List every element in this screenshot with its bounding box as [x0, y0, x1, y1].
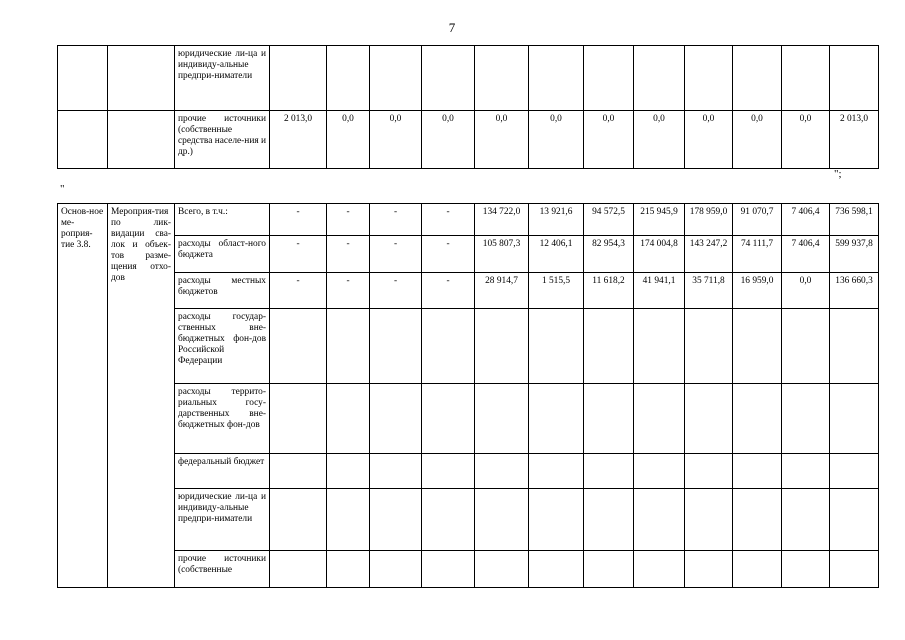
value-cell: - — [327, 204, 370, 236]
funding-source-cell: юридические ли-ца и индивиду-альные предпри-ниматели — [175, 489, 270, 551]
value-cell: - — [270, 236, 327, 273]
table-row — [58, 236, 879, 273]
value-cell: - — [327, 273, 370, 309]
value-cell: 105 807,3 — [475, 236, 529, 273]
value-cell — [529, 489, 584, 551]
value-cell — [270, 454, 327, 489]
value-cell — [370, 46, 422, 111]
program-cell — [58, 46, 108, 111]
activity-cell: Мероприя-тия по лик-видации сва-лок и объек-тов разме-щения отхо-дов — [108, 204, 175, 588]
table-row — [58, 384, 879, 454]
value-cell — [782, 309, 830, 384]
value-cell — [270, 551, 327, 588]
value-cell: - — [370, 204, 422, 236]
value-cell: - — [327, 236, 370, 273]
opening-quote: " — [60, 183, 65, 195]
value-cell — [475, 309, 529, 384]
funding-source-cell: федеральный бюджет — [175, 454, 270, 489]
value-cell: 143 247,2 — [685, 236, 733, 273]
value-cell: 0,0 — [634, 111, 685, 169]
value-cell: - — [422, 236, 475, 273]
value-cell — [270, 309, 327, 384]
value-cell: 13 921,6 — [529, 204, 584, 236]
value-cell: 178 959,0 — [685, 204, 733, 236]
table-row — [58, 551, 879, 588]
value-cell — [529, 551, 584, 588]
funding-source-cell: расходы государ-ственных вне-бюджетных фон-дов Российской Федерации — [175, 309, 270, 384]
value-cell — [685, 384, 733, 454]
value-cell — [685, 489, 733, 551]
value-cell — [475, 46, 529, 111]
funding-source-cell: расходы террито-риальных госу-дарственных вне-бюджетных фон-дов — [175, 384, 270, 454]
value-cell — [270, 46, 327, 111]
value-cell — [685, 551, 733, 588]
value-cell — [634, 309, 685, 384]
funding-source-cell: юридические ли-ца и индивиду-альные предпри-ниматели — [175, 46, 270, 111]
funding-source-cell: расходы област-ного бюджета — [175, 236, 270, 273]
closing-quote: "; — [834, 168, 842, 180]
value-cell: 0,0 — [327, 111, 370, 169]
value-cell — [830, 46, 879, 111]
value-cell — [327, 551, 370, 588]
value-cell — [584, 309, 634, 384]
measure-funding-table — [57, 203, 879, 588]
value-cell — [327, 384, 370, 454]
value-cell — [830, 309, 879, 384]
value-cell — [370, 489, 422, 551]
value-cell: - — [422, 273, 475, 309]
table-row — [58, 454, 879, 489]
value-cell: 0,0 — [782, 111, 830, 169]
value-cell — [584, 454, 634, 489]
value-cell: 0,0 — [422, 111, 475, 169]
value-cell: 12 406,1 — [529, 236, 584, 273]
value-cell — [370, 454, 422, 489]
value-cell: 0,0 — [782, 273, 830, 309]
value-cell — [529, 309, 584, 384]
value-cell: 7 406,4 — [782, 204, 830, 236]
activity-cell — [108, 46, 175, 111]
value-cell — [830, 551, 879, 588]
value-cell: 91 070,7 — [733, 204, 782, 236]
value-cell: 0,0 — [529, 111, 584, 169]
value-cell — [422, 551, 475, 588]
table-row — [58, 309, 879, 384]
page-number: 7 — [448, 20, 456, 35]
value-cell: 0,0 — [370, 111, 422, 169]
value-cell: 94 572,5 — [584, 204, 634, 236]
value-cell — [782, 551, 830, 588]
value-cell — [584, 551, 634, 588]
value-cell — [327, 454, 370, 489]
table-row — [58, 489, 879, 551]
value-cell — [634, 454, 685, 489]
table-row — [58, 111, 879, 169]
value-cell: 82 954,3 — [584, 236, 634, 273]
value-cell — [529, 454, 584, 489]
value-cell: 136 660,3 — [830, 273, 879, 309]
value-cell — [733, 454, 782, 489]
value-cell — [782, 454, 830, 489]
value-cell — [327, 489, 370, 551]
funding-source-cell: Всего, в т.ч.: — [175, 204, 270, 236]
value-cell — [475, 551, 529, 588]
value-cell — [634, 551, 685, 588]
value-cell — [370, 551, 422, 588]
value-cell — [782, 489, 830, 551]
value-cell — [422, 454, 475, 489]
value-cell — [782, 384, 830, 454]
top-funding-table — [57, 45, 879, 169]
value-cell — [733, 46, 782, 111]
value-cell — [475, 384, 529, 454]
value-cell: 7 406,4 — [782, 236, 830, 273]
value-cell: 174 004,8 — [634, 236, 685, 273]
value-cell — [370, 309, 422, 384]
value-cell — [475, 454, 529, 489]
activity-cell — [108, 111, 175, 169]
value-cell — [270, 489, 327, 551]
value-cell — [529, 384, 584, 454]
value-cell — [733, 489, 782, 551]
value-cell — [830, 454, 879, 489]
value-cell: 215 945,9 — [634, 204, 685, 236]
value-cell — [422, 46, 475, 111]
value-cell: 35 711,8 — [685, 273, 733, 309]
value-cell — [830, 384, 879, 454]
funding-source-cell: прочие источники (собственные — [175, 551, 270, 588]
value-cell — [685, 46, 733, 111]
value-cell — [830, 489, 879, 551]
value-cell — [327, 309, 370, 384]
value-cell: - — [270, 273, 327, 309]
value-cell — [584, 489, 634, 551]
value-cell — [634, 384, 685, 454]
value-cell: 74 111,7 — [733, 236, 782, 273]
value-cell — [733, 551, 782, 588]
value-cell: 134 722,0 — [475, 204, 529, 236]
value-cell: 2 013,0 — [830, 111, 879, 169]
funding-source-cell: прочие источники (собственные средства населе-ния и др.) — [175, 111, 270, 169]
value-cell — [529, 46, 584, 111]
value-cell — [733, 384, 782, 454]
value-cell: - — [422, 204, 475, 236]
value-cell — [584, 384, 634, 454]
value-cell: 599 937,8 — [830, 236, 879, 273]
value-cell — [584, 46, 634, 111]
value-cell: 28 914,7 — [475, 273, 529, 309]
value-cell: - — [370, 236, 422, 273]
table-row — [58, 46, 879, 111]
value-cell: 2 013,0 — [270, 111, 327, 169]
value-cell — [370, 384, 422, 454]
value-cell: 736 598,1 — [830, 204, 879, 236]
value-cell: 11 618,2 — [584, 273, 634, 309]
value-cell — [422, 309, 475, 384]
value-cell — [327, 46, 370, 111]
value-cell — [475, 489, 529, 551]
value-cell: 16 959,0 — [733, 273, 782, 309]
table-row — [58, 273, 879, 309]
value-cell — [422, 489, 475, 551]
funding-source-cell: расходы местных бюджетов — [175, 273, 270, 309]
value-cell — [634, 46, 685, 111]
value-cell: - — [270, 204, 327, 236]
value-cell: 0,0 — [475, 111, 529, 169]
program-cell: Основ-ное ме-роприя-тие 3.8. — [58, 204, 108, 588]
value-cell — [685, 309, 733, 384]
table-row — [58, 204, 879, 236]
value-cell: 0,0 — [584, 111, 634, 169]
value-cell: 0,0 — [685, 111, 733, 169]
value-cell — [733, 309, 782, 384]
value-cell — [782, 46, 830, 111]
value-cell: 1 515,5 — [529, 273, 584, 309]
value-cell — [634, 489, 685, 551]
program-cell — [58, 111, 108, 169]
value-cell — [270, 384, 327, 454]
value-cell — [685, 454, 733, 489]
value-cell — [422, 384, 475, 454]
value-cell: 41 941,1 — [634, 273, 685, 309]
value-cell: 0,0 — [733, 111, 782, 169]
value-cell: - — [370, 273, 422, 309]
